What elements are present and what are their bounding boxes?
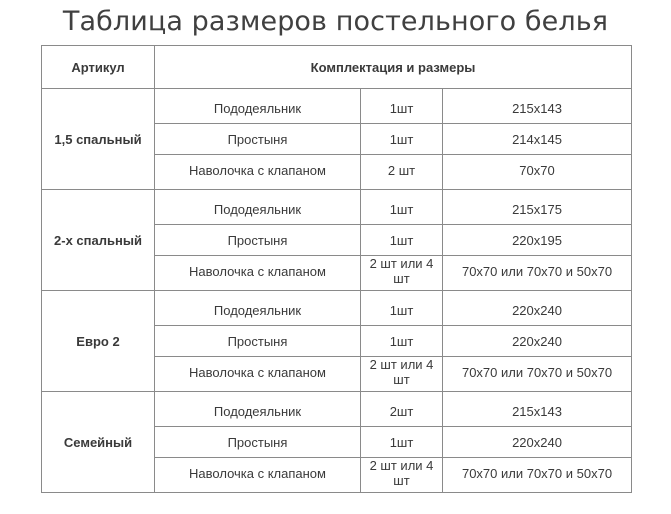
item-name: Наволочка с клапаном [155, 458, 361, 493]
article-name: Евро 2 [42, 291, 155, 392]
table-body [42, 89, 632, 493]
item-name: Пододеяльник [155, 392, 361, 427]
item-quantity: 2шт [361, 392, 443, 427]
item-name: Простыня [155, 225, 361, 256]
item-quantity: 1шт [361, 225, 443, 256]
item-quantity: 2 шт или 4 шт [361, 458, 443, 493]
table-row [42, 392, 632, 427]
item-size: 220x240 [443, 427, 632, 458]
item-size: 215x175 [443, 190, 632, 225]
item-size: 220x195 [443, 225, 632, 256]
size-table [41, 45, 632, 493]
table-row [42, 291, 632, 326]
header-set: Комплектация и размеры [155, 46, 632, 89]
item-quantity: 1шт [361, 291, 443, 326]
table-row [42, 89, 632, 124]
item-size: 220x240 [443, 326, 632, 357]
item-size: 215x143 [443, 392, 632, 427]
item-quantity: 2 шт или 4 шт [361, 256, 443, 291]
item-size: 70x70 или 70x70 и 50x70 [443, 458, 632, 493]
item-size: 214x145 [443, 124, 632, 155]
table-header-row [42, 46, 632, 89]
item-size: 220x240 [443, 291, 632, 326]
item-name: Пододеяльник [155, 291, 361, 326]
item-size: 70x70 [443, 155, 632, 190]
item-quantity: 1шт [361, 190, 443, 225]
article-name: 2-х спальный [42, 190, 155, 291]
item-name: Простыня [155, 427, 361, 458]
table-row [42, 190, 632, 225]
item-quantity: 2 шт или 4 шт [361, 357, 443, 392]
item-name: Простыня [155, 124, 361, 155]
item-name: Пододеяльник [155, 190, 361, 225]
item-name: Пододеяльник [155, 89, 361, 124]
item-name: Наволочка с клапаном [155, 155, 361, 190]
article-name: 1,5 спальный [42, 89, 155, 190]
item-size: 215x143 [443, 89, 632, 124]
item-name: Наволочка с клапаном [155, 256, 361, 291]
item-quantity: 1шт [361, 326, 443, 357]
item-name: Наволочка с клапаном [155, 357, 361, 392]
item-quantity: 1шт [361, 89, 443, 124]
item-size: 70x70 или 70x70 и 50x70 [443, 357, 632, 392]
item-name: Простыня [155, 326, 361, 357]
page-title: Таблица размеров постельного белья [62, 6, 609, 37]
item-quantity: 2 шт [361, 155, 443, 190]
item-quantity: 1шт [361, 427, 443, 458]
item-size: 70x70 или 70x70 и 50x70 [443, 256, 632, 291]
header-article: Артикул [42, 46, 155, 89]
article-name: Семейный [42, 392, 155, 493]
item-quantity: 1шт [361, 124, 443, 155]
